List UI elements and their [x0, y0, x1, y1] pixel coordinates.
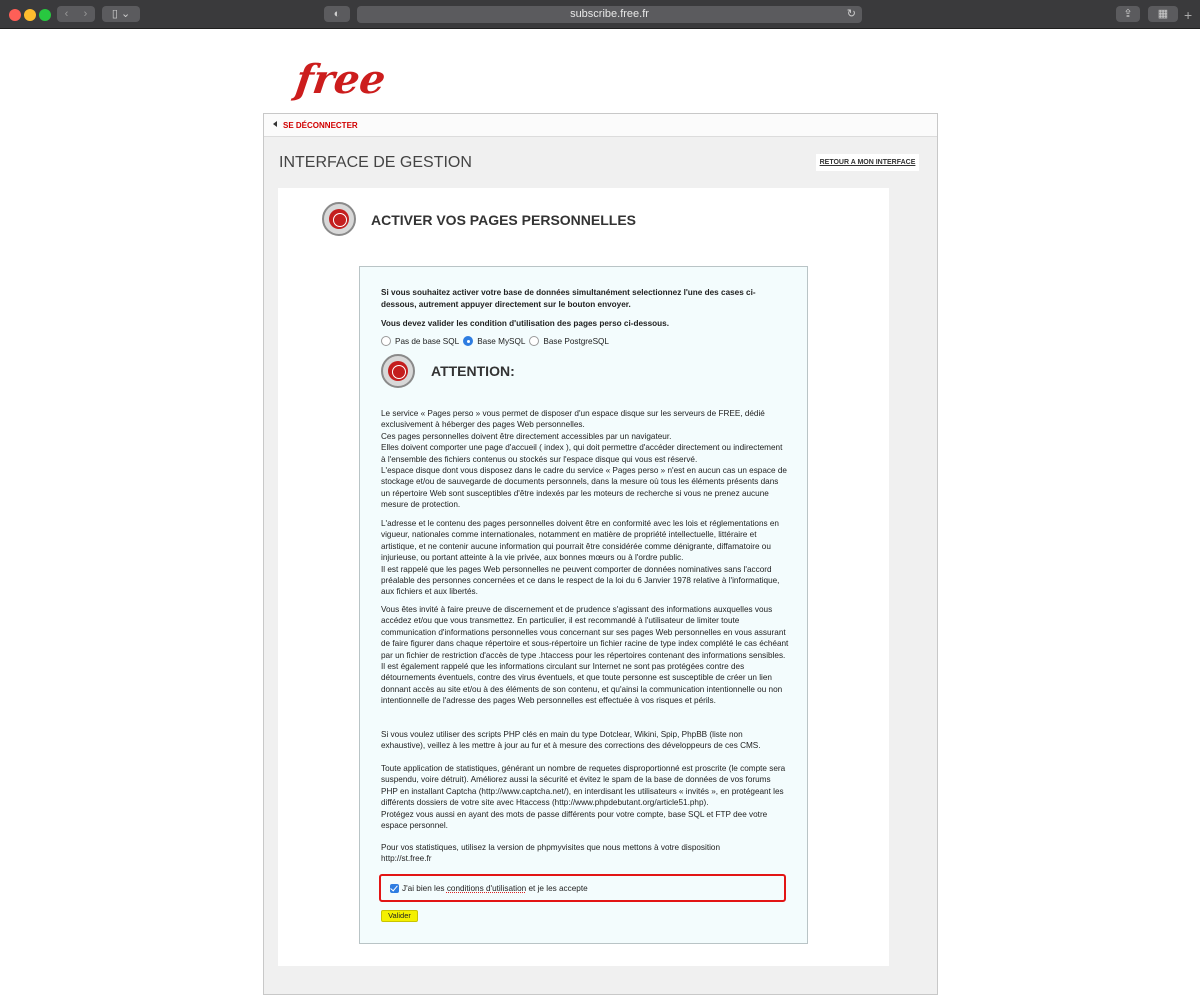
- globe-icon: [322, 202, 356, 236]
- radio-label: Base MySQL: [477, 336, 526, 346]
- radio-label: Pas de base SQL: [395, 336, 460, 346]
- maximize-window-button[interactable]: [39, 9, 51, 21]
- history-nav: [57, 6, 95, 22]
- arrow-left-icon: [273, 121, 277, 127]
- page-title: INTERFACE DE GESTION: [279, 154, 472, 171]
- close-window-button[interactable]: [9, 9, 21, 21]
- forward-arrow-icon[interactable]: ›: [83, 8, 88, 20]
- back-arrow-icon[interactable]: ‹: [64, 8, 69, 20]
- reload-icon[interactable]: ↻: [846, 8, 856, 20]
- tab-overview-icon[interactable]: ▦: [1148, 6, 1178, 22]
- database-options: [381, 336, 613, 346]
- terms-paragraph: Le service « Pages perso » vous permet de disposer d'un espace disque sur les serveurs de FREE, dédié exclusivement à héberger des pages Web personnelles. Ces pages personnelles doivent être directement accessibles par un navigateur. Elles doivent comporter une page d'accueil ( index ), qui doit permettre d'accéder directement ou indirectement à l'ensemble des fichiers contenus ou stockés sur l'espace disque qui vous est réservé. L'espace disque dont vous disposez dans le cadre du service « Pages perso » n'est en aucun cas un espace de stockage et/ou de sauvegarde de documents personnels, dans la mesure où tous les éléments présents dans un répertoire Web sont susceptibles d'être indexés par les moteurs de recherche si vous ne prenez aucune mesure de protection.: [381, 409, 787, 510]
- privacy-shield-icon[interactable]: ◐: [324, 6, 350, 22]
- radio-mysql[interactable]: [463, 336, 473, 346]
- accept-prefix: J'ai bien les: [402, 884, 447, 893]
- content-panel: [278, 188, 889, 966]
- terms-paragraph: Pour vos statistiques, utilisez la version de phpmyvisites que nous mettons à votre disposition http://st.free.fr: [381, 843, 721, 864]
- section-heading: ACTIVER VOS PAGES PERSONNELLES: [371, 212, 637, 228]
- terms-box: [359, 266, 808, 944]
- accept-terms-row[interactable]: [379, 874, 786, 902]
- radio-label: Base PostgreSQL: [543, 336, 609, 346]
- free-logo[interactable]: free: [292, 56, 389, 103]
- back-to-interface-link[interactable]: RETOUR A MON INTERFACE: [816, 154, 919, 171]
- attention-heading: ATTENTION:: [431, 363, 515, 379]
- terms-paragraph: Si vous voulez utiliser des scripts PHP clés en main du type Dotclear, Wikini, Spip, PhpBB (liste non exhaustive), veillez à les mettre à jour au fur et à mesure des corrections des développeurs de ces CMS.: [381, 730, 761, 751]
- terms-paragraph: L'adresse et le contenu des pages personnelles doivent être en conformité avec les lois et réglementations en vigueur, nationales comme internationales, notamment en matière de propriété intellectuelle, littéraire et artistique, et ne contenir aucune information qui pourrait être considérée comme dénigrante, diffamatoire ou injurieuse, ou portant atteinte à la vie privée, aux bonnes mœurs ou à l'ordre public. Il est rappelé que les pages Web personnelles ne peuvent comporter de données nominatives sans l'accord préalable des personnes concernées et ce dans le respect de la loi du 6 Janvier 1978 relative à l'informatique, aux fichiers et aux libertés.: [381, 519, 780, 597]
- radio-postgresql[interactable]: [529, 336, 539, 346]
- radio-no-sql[interactable]: [381, 336, 391, 346]
- accept-label: [402, 884, 588, 893]
- management-container: [263, 113, 938, 995]
- share-icon[interactable]: ⇪: [1116, 6, 1140, 22]
- minimize-window-button[interactable]: [24, 9, 36, 21]
- submit-button[interactable]: Valider: [381, 910, 418, 922]
- sidebar-toggle-icon[interactable]: ▯ ⌄: [102, 6, 140, 22]
- terms-paragraph: Vous êtes invité à faire preuve de discernement et de prudence s'agissant des informations auxquelles vous accédez et/ou que vous transmettez. En particulier, il est recommandé à l'utilisateur de limiter toute communication d'informations personnelles vous concernant sur ses pages Web personnelles en vous assurant de faire figurer dans chaque répertoire et sous-répertoire un fichier racine de type index complété le cas échéant par un fichier de restriction d'accès de type .htaccess pour les répertoires contenant des informations sensibles. Il est également rappelé que les informations circulant sur Internet ne sont pas protégées contre des détournements éventuels, contre des virus éventuels, et que toute personne est susceptible de créer un lien donnant accès au site et/ou à des éléments de son contenu, et qu'ainsi la communication intentionnelle ou non intentionnelle de l'adresse des pages Web personnelles est effectuée à vos risques et périls.: [381, 605, 789, 706]
- globe-icon: [381, 354, 415, 388]
- accept-suffix: et je les accepte: [526, 884, 588, 893]
- accept-checkbox[interactable]: [390, 884, 399, 893]
- browser-toolbar: [0, 0, 1200, 29]
- url-text: subscribe.free.fr: [570, 8, 649, 20]
- must-validate-text: Vous devez valider les condition d'utilisation des pages perso ci-dessous.: [381, 319, 669, 328]
- terms-link[interactable]: conditions d'utilisation: [446, 884, 527, 893]
- logout-bar: [264, 114, 937, 137]
- logout-link[interactable]: SE DÉCONNECTER: [283, 121, 358, 130]
- new-tab-icon[interactable]: +: [1184, 7, 1193, 23]
- address-bar[interactable]: [357, 6, 862, 23]
- intro-text: Si vous souhaitez activer votre base de données simultanément selectionnez l'une des cases ci-dessous, autrement appuyer directement sur le bouton envoyer.: [381, 288, 756, 309]
- terms-paragraph: Toute application de statistiques, générant un nombre de requetes disproportionné est proscrite (le compte sera suspendu, voire détruit). Améliorez aussi la sécurité et évitez le spam de la base de données de vos forums PHP en installant Captcha (http://www.captcha.net/), en interdisant les utilisateurs « invités », en protégeant les différents dossiers de votre site avec Htaccess (http://www.phpdebutant.org/article51.php). Protégez vous aussi en ayant des mots de passe différents pour votre compte, base SQL et FTP dee votre espace personnel.: [381, 764, 786, 831]
